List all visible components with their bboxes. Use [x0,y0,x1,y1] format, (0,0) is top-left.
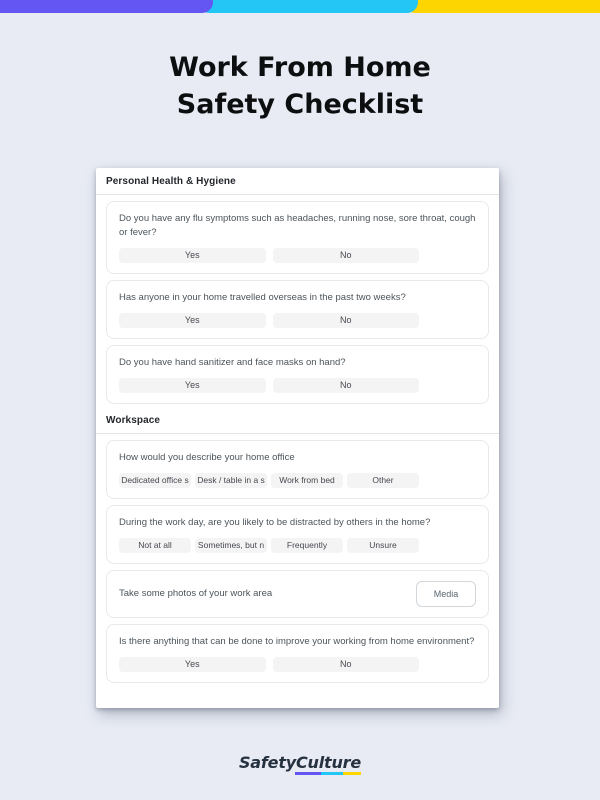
safetyculture-logo [239,753,361,772]
logo-underline-yellow [343,772,361,775]
accent-bar-yellow-segment [404,0,600,13]
answer-options [119,313,419,328]
answer-options [119,473,419,488]
option-button-desk-table[interactable]: Desk / table in a s [195,473,267,488]
logo-underline-purple [295,772,321,775]
question-text: Take some photos of your work area [119,588,273,599]
question-card-improve-environment [106,624,489,683]
answer-button-yes[interactable]: Yes [119,248,266,263]
media-button[interactable]: Media [416,581,476,607]
option-button-frequently[interactable]: Frequently [271,538,343,553]
logo-underline-cyan [321,772,343,775]
question-text: Has anyone in your home travelled overseas in the past two weeks? [119,292,406,303]
answer-button-yes[interactable]: Yes [119,657,266,672]
answer-options [119,538,419,553]
footer-logo [0,753,600,773]
section-header-personal-health: Personal Health & Hygiene [96,168,499,195]
answer-button-no[interactable]: No [273,378,420,393]
answer-button-no[interactable]: No [273,248,420,263]
option-button-other[interactable]: Other [347,473,419,488]
answer-options [119,657,419,672]
question-text: Do you have any flu symptoms such as headaches, running nose, sore throat, cough or fever? [119,213,476,238]
question-text: Is there anything that can be done to improve your working from home environment? [119,636,475,647]
question-card-flu-symptoms [106,201,489,274]
question-card-work-area-photos [106,570,489,618]
page-title-line1: Work From Home [169,52,431,83]
question-text: Do you have hand sanitizer and face masks on hand? [119,357,346,368]
accent-bar-purple-segment [0,0,213,13]
answer-button-no[interactable]: No [273,657,420,672]
question-card-sanitizer-masks [106,345,489,404]
question-card-home-office [106,440,489,499]
answer-options [119,248,419,263]
question-text: During the work day, are you likely to be distracted by others in the home? [119,517,431,528]
option-button-unsure[interactable]: Unsure [347,538,419,553]
section-header-workspace: Workspace [96,404,499,434]
checklist-card [96,168,499,708]
answer-button-yes[interactable]: Yes [119,378,266,393]
question-text: How would you describe your home office [119,452,295,463]
page-title-line2: Safety Checklist [176,89,424,120]
question-card-travelled-overseas [106,280,489,339]
question-card-distractions [106,505,489,564]
option-button-sometimes[interactable]: Sometimes, but n [195,538,267,553]
option-button-dedicated-office[interactable]: Dedicated office s [119,473,191,488]
accent-bar-cyan-segment [198,0,418,13]
logo-text-safety: Safety [238,753,296,772]
option-button-work-from-bed[interactable]: Work from bed [271,473,343,488]
answer-options [119,378,419,393]
answer-button-yes[interactable]: Yes [119,313,266,328]
option-button-not-at-all[interactable]: Not at all [119,538,191,553]
logo-underline [295,772,361,775]
answer-button-no[interactable]: No [273,313,420,328]
page-title [0,49,600,123]
logo-text-culture: Culture [296,753,361,772]
